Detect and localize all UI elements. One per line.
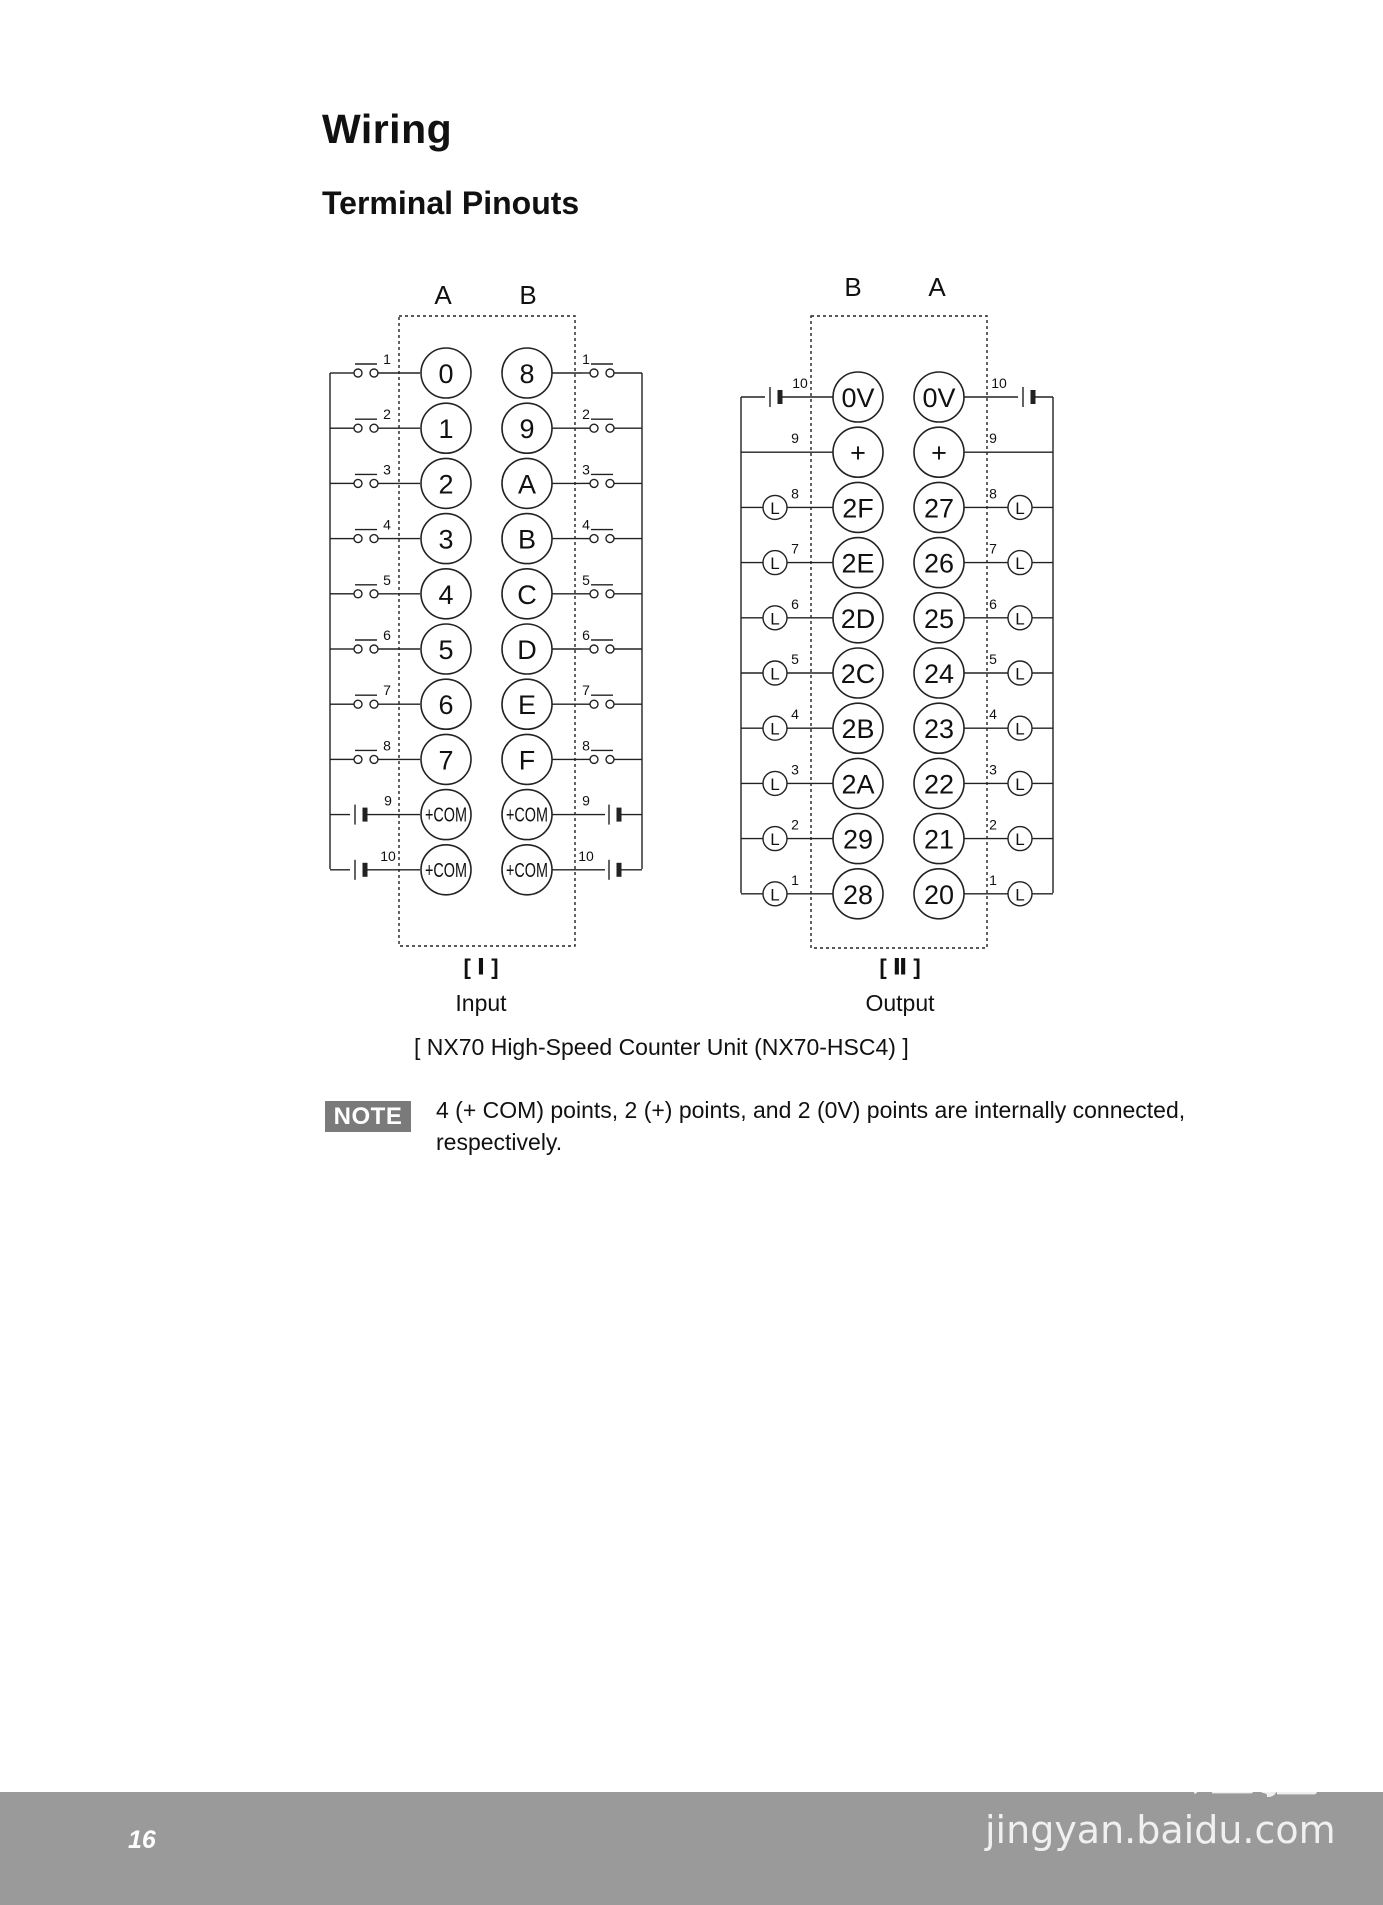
input-wire-number-left: 1 [383, 351, 391, 367]
input-wire-number-left: 6 [383, 627, 391, 643]
input-terminal-a-label: 4 [438, 579, 454, 610]
page-title: Wiring [322, 106, 453, 152]
input-block-label: Input [455, 990, 507, 1016]
input-col-header-b: B [519, 280, 537, 310]
output-terminal-b-label: 0V [841, 383, 875, 413]
diagram-caption: [ NX70 High-Speed Counter Unit (NX70-HSC4) ] [414, 1034, 909, 1060]
input-switch-right-contact [606, 535, 614, 543]
output-load-right-letter: L [1015, 719, 1025, 739]
input-switch-left-contact [354, 590, 362, 598]
output-load-right-letter: L [1015, 664, 1025, 684]
input-switch-right-contact [606, 645, 614, 653]
output-terminal-b-label: 2E [841, 548, 875, 579]
input-switch-right-contact [590, 535, 598, 543]
output-wire-number-left: 1 [791, 871, 799, 888]
input-terminal-b-label: A [517, 469, 537, 500]
output-load-right-letter: L [1015, 498, 1025, 518]
input-switch-left-contact [354, 700, 362, 708]
output-terminal-b-label: 2F [842, 493, 874, 524]
input-terminal-a-label: 3 [438, 524, 454, 555]
output-terminal-a-label: 22 [923, 769, 955, 800]
input-switch-left-contact [354, 424, 362, 432]
input-terminal-b-label: 8 [519, 359, 535, 389]
input-wire-number-left: 9 [384, 792, 392, 809]
output-wire-number-right: 2 [989, 816, 997, 833]
output-terminal-a-label: 21 [923, 824, 955, 855]
input-terminal-b-label: B [517, 524, 537, 555]
output-wire-number-left: 3 [791, 761, 799, 778]
input-terminal-b-label: +COM [506, 804, 548, 827]
output-wire-number-right: 7 [989, 540, 997, 557]
output-wire-number-left: 4 [791, 706, 799, 723]
output-load-left-letter: L [770, 609, 780, 629]
input-switch-left-contact [354, 755, 362, 763]
input-wire-number-right: 3 [582, 461, 590, 478]
input-terminal-block-outline [399, 316, 575, 946]
input-wire-number-left: 8 [383, 737, 391, 754]
input-terminal-a-label: 1 [438, 414, 454, 445]
output-wire-number-left: 6 [791, 595, 799, 612]
input-switch-left-contact [370, 369, 378, 377]
output-terminal-a-label: 27 [923, 493, 955, 524]
output-load-right-letter: L [1015, 774, 1025, 794]
input-terminal-b-label: 9 [519, 414, 535, 445]
output-load-left-letter: L [770, 830, 780, 850]
input-wire-number-left: 4 [383, 516, 391, 533]
output-wire-number-right: 5 [989, 651, 997, 667]
output-terminal-b-label: 29 [842, 824, 874, 855]
input-switch-right-contact [590, 369, 598, 377]
input-wire-number-right: 5 [582, 571, 590, 588]
output-terminal-a-label: 25 [923, 603, 955, 634]
input-terminal-a-label: 7 [438, 745, 454, 776]
input-wire-number-left: 10 [380, 847, 396, 864]
input-switch-left-contact [370, 645, 378, 653]
output-wire-number-left: 8 [791, 485, 799, 502]
output-terminal-a-label: 23 [923, 714, 955, 745]
output-load-right-letter: L [1015, 609, 1025, 629]
input-switch-left-contact [370, 479, 378, 487]
watermark-logo: Baidu经验 [985, 1733, 1319, 1807]
input-switch-right-contact [590, 755, 598, 763]
input-wire-number-right: 6 [582, 627, 590, 643]
input-switch-right-contact [606, 755, 614, 763]
input-wire-number-right: 4 [582, 516, 590, 533]
output-terminal-a-label: 20 [923, 879, 955, 910]
output-terminal-b-label: 2B [841, 714, 875, 745]
output-load-left-letter: L [770, 885, 780, 905]
input-col-header-a: A [434, 280, 452, 310]
input-switch-right-contact [590, 424, 598, 432]
output-col-header-a: A [928, 272, 946, 302]
input-switch-right-contact [606, 369, 614, 377]
output-col-header-b: B [844, 272, 862, 302]
input-switch-left-contact [354, 369, 362, 377]
input-terminal-a-label: +COM [425, 804, 467, 827]
output-terminal-b-label: 2A [841, 769, 875, 800]
output-terminal-b-label: 2C [840, 659, 876, 689]
output-wire-number-right: 1 [989, 871, 997, 888]
output-load-left-letter: L [770, 554, 780, 574]
output-load-right-letter: L [1015, 554, 1025, 574]
input-switch-left-contact [370, 424, 378, 432]
input-switch-right-contact [590, 479, 598, 487]
input-terminal-a-label: 0 [438, 359, 454, 389]
input-terminal-b-label: D [517, 635, 537, 665]
input-switch-left-contact [370, 590, 378, 598]
input-switch-left-contact [354, 645, 362, 653]
output-block-label: Output [865, 990, 935, 1016]
output-terminal-a-label: 26 [923, 548, 955, 579]
input-terminal-b-label: +COM [506, 859, 548, 882]
output-wire-number-left: 9 [791, 430, 799, 447]
output-wire-number-left: 2 [791, 816, 799, 833]
output-load-left-letter: L [770, 774, 780, 794]
input-switch-left-contact [370, 700, 378, 708]
input-terminal-a-label: 5 [438, 635, 454, 665]
input-switch-right-contact [606, 700, 614, 708]
input-terminal-a-label: 2 [438, 469, 454, 500]
output-wire-number-right: 9 [989, 430, 997, 447]
output-wire-number-right: 4 [989, 706, 997, 723]
output-load-right-letter: L [1015, 830, 1025, 850]
input-switch-right-contact [590, 700, 598, 708]
input-wire-number-left: 5 [383, 571, 391, 588]
watermark-url: jingyan.baidu.com [985, 1808, 1336, 1852]
output-load-left-letter: L [770, 719, 780, 739]
note-badge: NOTE [325, 1101, 411, 1132]
output-terminal-a-label: 0V [922, 383, 956, 413]
output-block-roman: [ Ⅱ ] [879, 954, 921, 980]
input-switch-left-contact [370, 535, 378, 543]
section-title: Terminal Pinouts [322, 185, 580, 221]
note-text: 4 (+ COM) points, 2 (+) points, and 2 (0V) points are internally connected, respectively. [436, 1097, 1186, 1155]
input-wire-number-left: 2 [383, 406, 391, 423]
input-terminal-b-label: C [517, 579, 537, 610]
input-terminal-b-label: F [518, 745, 536, 776]
output-load-right-letter: L [1015, 885, 1025, 905]
input-switch-right-contact [590, 645, 598, 653]
input-wire-number-left: 7 [383, 682, 391, 699]
input-switch-left-contact [354, 535, 362, 543]
output-wire-number-left: 10 [792, 375, 808, 391]
output-terminal-b-label: + [850, 438, 866, 469]
output-wire-number-right: 6 [989, 595, 997, 612]
output-wire-number-left: 7 [791, 540, 799, 557]
input-switch-left-contact [354, 479, 362, 487]
input-wire-number-left: 3 [383, 461, 391, 478]
input-terminal-b-label: E [517, 690, 537, 721]
output-terminal-b-label: 28 [842, 879, 874, 910]
input-switch-right-contact [606, 479, 614, 487]
output-terminal-b-label: 2D [840, 603, 876, 634]
output-wire-number-right: 8 [989, 485, 997, 502]
output-load-left-letter: L [770, 664, 780, 684]
input-wire-number-right: 8 [582, 737, 590, 754]
input-switch-left-contact [370, 755, 378, 763]
input-wire-number-right: 2 [582, 406, 590, 423]
input-wire-number-right: 1 [582, 351, 590, 367]
input-switch-right-contact [606, 424, 614, 432]
input-terminal-a-label: +COM [425, 859, 467, 882]
output-terminal-a-label: + [931, 438, 947, 469]
input-wire-number-right: 10 [578, 847, 594, 864]
input-terminal-a-label: 6 [438, 690, 454, 721]
input-wire-number-right: 9 [582, 792, 590, 809]
output-wire-number-right: 3 [989, 761, 997, 778]
input-wire-number-right: 7 [582, 682, 590, 699]
output-wire-number-right: 10 [991, 375, 1007, 391]
output-load-left-letter: L [770, 498, 780, 518]
input-switch-right-contact [590, 590, 598, 598]
input-block-roman: [ Ⅰ ] [463, 954, 499, 980]
output-wire-number-left: 5 [791, 651, 799, 667]
output-terminal-a-label: 24 [923, 659, 955, 689]
input-switch-right-contact [606, 590, 614, 598]
page-number: 16 [128, 1826, 156, 1854]
